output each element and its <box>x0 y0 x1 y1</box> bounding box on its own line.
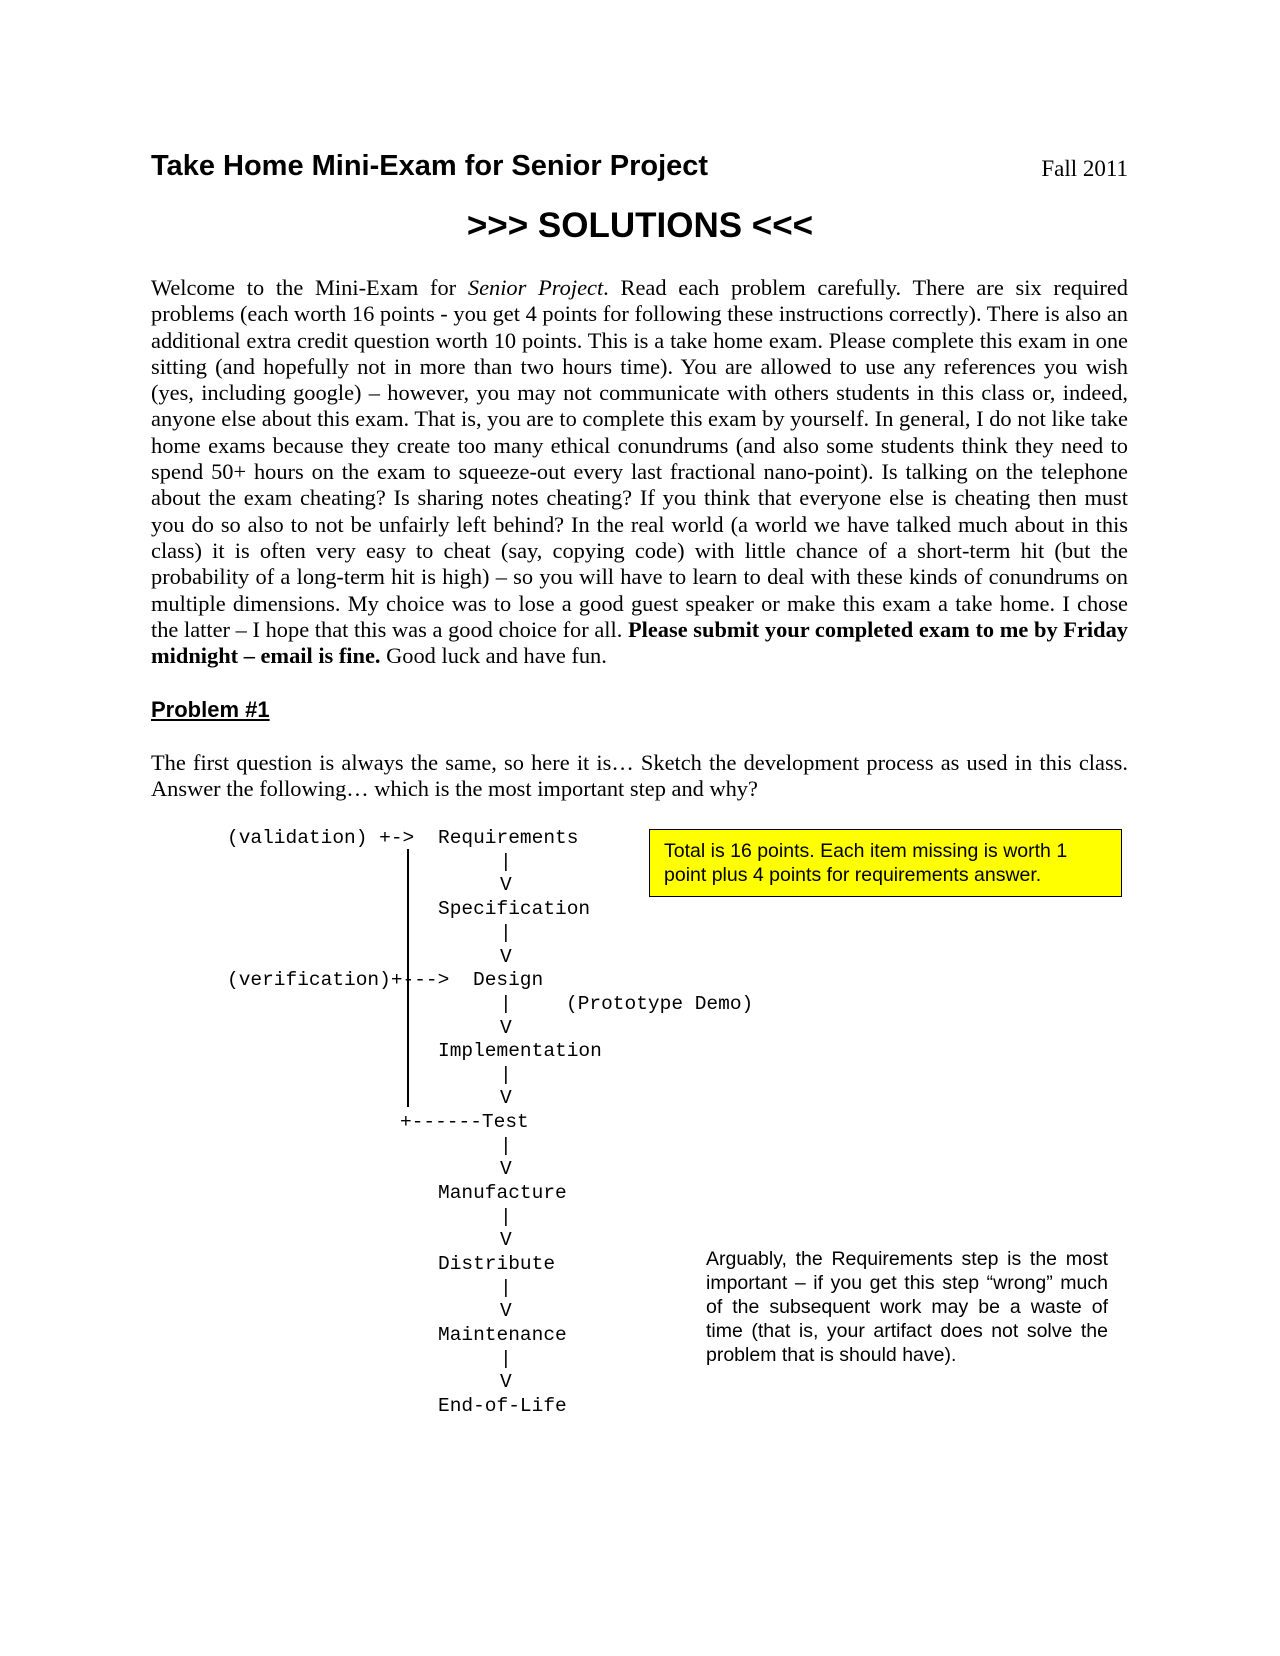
pipe: | <box>500 1348 512 1370</box>
arrow: V <box>500 1300 512 1322</box>
intro-text-1: Welcome to the Mini-Exam for <box>151 275 468 300</box>
step-manufacture: Manufacture <box>438 1182 567 1204</box>
term-label: Fall 2011 <box>1041 156 1128 181</box>
step-distribute: Distribute <box>438 1253 556 1275</box>
step-implementation: Implementation <box>438 1040 602 1062</box>
prototype-demo-label: (Prototype Demo) <box>566 993 754 1015</box>
pipe: | <box>500 1206 512 1228</box>
submission-instructions: Please submit your completed exam to me by Friday midnight – email is fine. <box>151 616 1128 669</box>
pipe: | <box>500 922 512 944</box>
problem-1-heading: Problem #1 <box>151 697 270 722</box>
arrow: V <box>500 1158 512 1180</box>
pipe: | <box>500 851 512 873</box>
verification-label: (verification)+---> <box>227 969 450 991</box>
intro-text-2: . Read each problem carefully. There are six required problems (each worth 16 points - you get 4 points for following these instructions correctly). There is also an additional extra credit question worth 10 points. This is a take home exam. Please complete this exam in one sitting (and hopefully not in more than two hours time). You are allowed to use any references you wish (yes, including google) – however, you may not communicate with others students in this class or, indeed, anyone else about this exam. That is, you are to complete this exam by yourself. In general, I do not like take home exams because they create too many ethical conundrums (and also some students think they need to spend 50+ hours on the exam to squeeze-out every last fractional nano-point). Is talking on the telephone about the exam cheating? Is sharing notes cheating? If you think that everyone else is cheating then must you do so also to not be unfairly left behind? In the real world (a world we have talked much about in this class) it is often very easy to cheat (say, copying code) with little chance of a short-term hit (but the probability of a long-term hit is high) – so you will have to learn to deal with these kinds of conundrums on multiple dimensions. My choice was to lose a good guest speaker or make this exam a take home. I chose the latter – I hope that this was a good choice for all. <box>151 275 1128 642</box>
solutions-banner: >>> SOLUTIONS <<< <box>466 206 814 245</box>
exam-title: Take Home Mini-Exam for Senior Project <box>151 150 709 182</box>
arrow: V <box>500 946 512 968</box>
step-requirements: Requirements <box>438 827 579 849</box>
problem-1-answer: Arguably, the Requirements step is the most important – if you get this step “wrong” much of the subsequent work may be a waste of time (that is, your artifact does not solve the problem that is should have). <box>706 1248 1108 1366</box>
arrow: V <box>500 1371 512 1393</box>
course-name: Senior Project <box>467 275 604 300</box>
grading-note-box: Total is 16 points. Each item missing is worth 1 point plus 4 points for requirements answer. <box>649 829 1122 897</box>
problem-1-question: The first question is always the same, so here it is… Sketch the development process as used in this class. Answer the following… which is the most important step and why? <box>151 750 1128 802</box>
test-loop: +------Test <box>400 1111 529 1133</box>
step-maintenance: Maintenance <box>438 1324 567 1346</box>
intro-closing: Good luck and have fun. <box>380 643 607 669</box>
intro-paragraph <box>151 275 1128 669</box>
arrow: V <box>500 1087 512 1109</box>
validation-label: (validation) +-> <box>227 827 415 849</box>
step-specification: Specification <box>438 898 591 920</box>
step-end-of-life: End-of-Life <box>438 1395 567 1417</box>
arrow: V <box>500 1017 512 1039</box>
pipe: | <box>500 1064 512 1086</box>
pipe: | <box>500 993 512 1015</box>
arrow: V <box>500 874 512 896</box>
pipe: | <box>500 1277 512 1299</box>
pipe: | <box>500 1135 512 1157</box>
arrow: V <box>500 1229 512 1251</box>
step-design: Design <box>473 969 544 991</box>
